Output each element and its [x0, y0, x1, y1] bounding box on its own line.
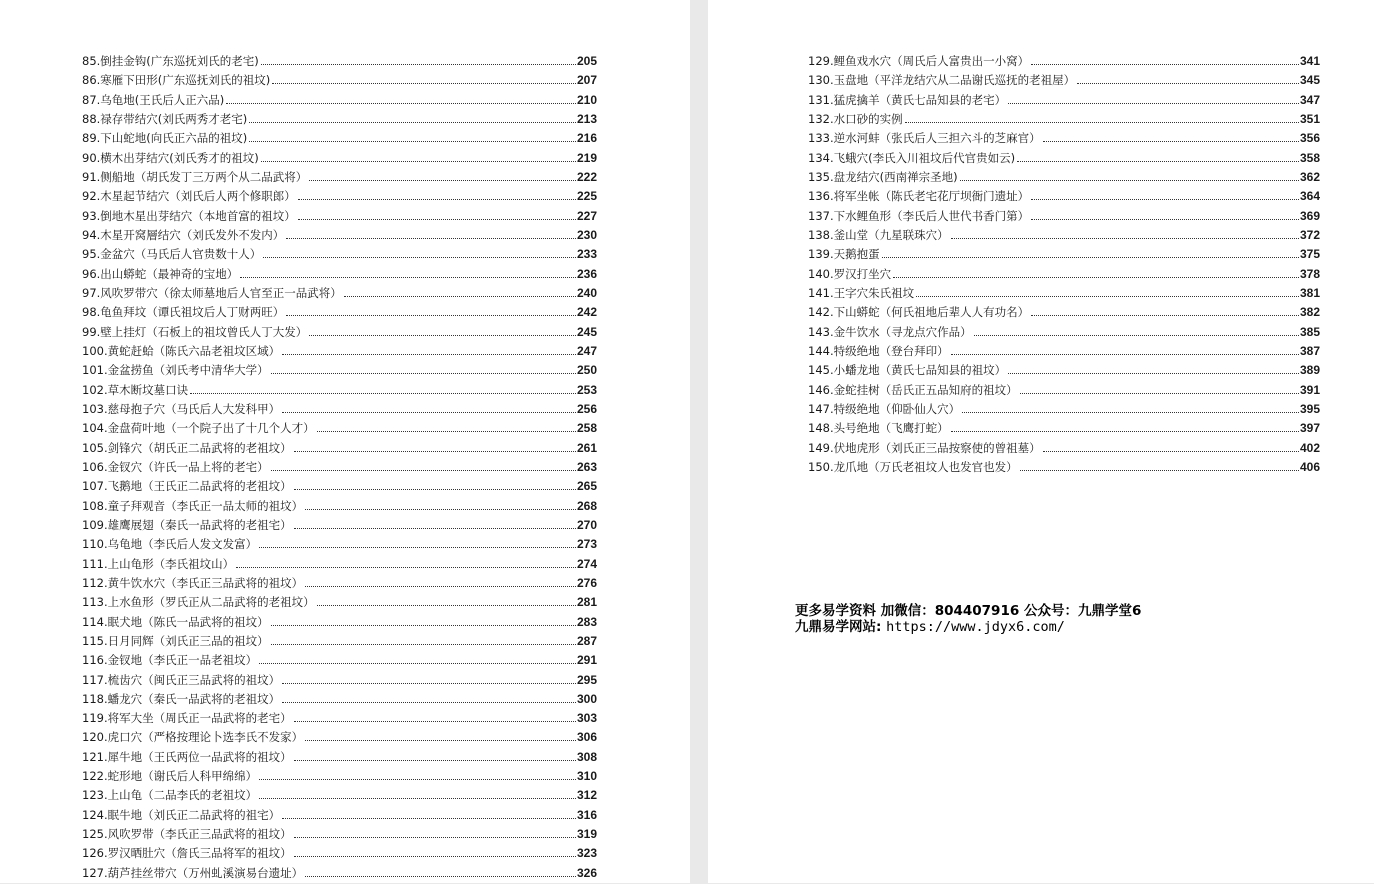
toc-entry-title: 148.头号绝地（飞鹰打蛇） [808, 421, 949, 436]
toc-entry[interactable] [82, 498, 597, 517]
dot-leader [294, 721, 576, 722]
toc-entry-title: 105.剑锋穴（胡氏正二品武将的老祖坟） [82, 440, 292, 455]
toc-entry-title: 122.蛇形地（谢氏后人科甲绵绵） [82, 769, 258, 784]
toc-entry-title: 90.横木出芽结穴(刘氏秀才的祖坟) [82, 150, 259, 165]
toc-entry-page: 310 [576, 769, 597, 784]
toc-entry-title: 145.小蟠龙地（黄氏七品知县的祖坟） [808, 363, 1007, 378]
toc-entry-page: 316 [576, 807, 597, 822]
toc-entry-page: 233 [576, 247, 597, 262]
toc-entry-page: 273 [576, 537, 597, 552]
dot-leader [974, 335, 1299, 336]
toc-entry-title: 108.童子拜观音（李氏正一品太师的祖坟） [82, 498, 304, 513]
toc-entry-title: 125.风吹罗带（李氏正三品武将的祖坟） [82, 827, 292, 842]
toc-entry-page: 303 [576, 711, 597, 726]
toc-entry-page: 326 [576, 865, 597, 880]
dot-leader [298, 199, 576, 200]
dot-leader [271, 373, 576, 374]
dot-leader [1043, 451, 1299, 452]
toc-entry-title: 134.飞蛾穴(李氏入川祖坟后代官贵如云) [808, 150, 1016, 165]
toc-entry-title: 144.特级绝地（登台拜印） [808, 343, 949, 358]
toc-entry[interactable] [808, 459, 1320, 478]
toc-entry-page: 219 [576, 150, 597, 165]
toc-entry[interactable] [82, 169, 597, 188]
toc-entry-title: 132.水口砂的实例 [808, 111, 903, 126]
toc-entry[interactable] [808, 53, 1320, 72]
dot-leader [305, 740, 576, 741]
dot-leader [249, 122, 576, 123]
toc-entry-title: 116.金钗地（李氏正一品老祖坟） [82, 653, 258, 668]
dot-leader [1031, 199, 1299, 200]
toc-entry-page: 341 [1299, 54, 1320, 68]
toc-entry-title: 127.葫芦挂丝带穴（万州虬溪演易台遗址） [82, 865, 304, 880]
toc-entry-title: 138.釜山堂（九星联珠穴） [808, 227, 949, 242]
toc-entry[interactable] [82, 710, 597, 729]
toc-entry-page: 381 [1299, 285, 1320, 300]
toc-entry-page: 295 [576, 672, 597, 687]
dot-leader [1008, 103, 1299, 104]
toc-entry-page: 312 [576, 788, 597, 803]
dot-leader [298, 219, 576, 220]
dot-leader [294, 451, 576, 452]
toc-entry[interactable] [82, 517, 597, 536]
dot-leader [294, 489, 576, 490]
dot-leader [305, 586, 576, 587]
toc-entry-title: 100.黄蛇赶蛤（陈氏六品老祖坟区域） [82, 343, 281, 358]
toc-entry-title: 99.壁上挂灯（石板上的祖坟曾氏人丁大发） [82, 324, 308, 339]
toc-entry[interactable] [82, 826, 597, 845]
dot-leader [294, 528, 576, 529]
toc-entry-page: 406 [1299, 459, 1320, 474]
dot-leader [226, 103, 576, 104]
toc-entry-title: 91.侧船地（胡氏发丁三万两个从二品武将） [82, 169, 308, 184]
dot-leader [286, 315, 576, 316]
toc-entry[interactable] [82, 575, 597, 594]
toc-entry-title: 93.倒地木星出芽结穴（本地首富的祖坟） [82, 208, 296, 223]
toc-entry-page: 270 [576, 517, 597, 532]
dot-leader [282, 818, 576, 819]
toc-entry-title: 120.虎口穴（严格按理论卜选李氏不发家） [82, 730, 304, 745]
dot-leader [305, 509, 576, 510]
dot-leader [282, 412, 576, 413]
dot-leader [1077, 83, 1299, 84]
dot-leader [1031, 315, 1299, 316]
toc-entry-page: 205 [576, 54, 597, 68]
toc-entry-title: 121.犀牛地（王氏两位一品武将的祖坟） [82, 749, 292, 764]
toc-entry[interactable] [82, 382, 597, 401]
dot-leader [294, 760, 576, 761]
toc-entry-page: 385 [1299, 324, 1320, 339]
dot-leader [259, 779, 576, 780]
table-of-contents-left [82, 53, 597, 884]
toc-entry-page: 287 [576, 633, 597, 648]
toc-entry-title: 149.伏地虎形（刘氏正三品按察使的曾祖墓） [808, 440, 1041, 455]
toc-entry[interactable] [82, 208, 597, 227]
toc-entry-page: 402 [1299, 440, 1320, 455]
toc-entry-title: 112.黄牛饮水穴（李氏正三品武将的祖坟） [82, 575, 304, 590]
dot-leader [309, 335, 576, 336]
toc-entry-page: 253 [576, 382, 597, 397]
toc-entry[interactable] [82, 787, 597, 806]
footer-website-label: 九鼎易学网站: [795, 619, 887, 635]
toc-entry-title: 102.草木断坟墓口诀 [82, 382, 189, 397]
footer-note [795, 603, 1141, 635]
toc-entry[interactable] [82, 536, 597, 555]
toc-entry-page: 362 [1299, 169, 1320, 184]
toc-entry-page: 397 [1299, 421, 1320, 436]
pdf-page-right [708, 0, 1374, 883]
toc-entry-title: 139.天鹅抱蛋 [808, 247, 880, 262]
dot-leader [259, 547, 576, 548]
toc-entry[interactable] [82, 749, 597, 768]
toc-entry-title: 115.日月同辉（刘氏正三品的祖坟） [82, 633, 269, 648]
toc-entry-page: 319 [576, 827, 597, 842]
dot-leader [1043, 141, 1299, 142]
toc-entry-title: 129.鲤鱼戏水穴（周氏后人富贵出一小窝） [808, 54, 1030, 68]
toc-entry[interactable] [808, 208, 1320, 227]
toc-entry-title: 89.下山蛇地(向氏正六品的祖坟) [82, 131, 248, 146]
toc-entry[interactable] [82, 266, 597, 285]
toc-entry[interactable] [82, 285, 597, 304]
toc-entry-page: 283 [576, 614, 597, 629]
toc-entry[interactable] [808, 440, 1320, 459]
toc-entry[interactable] [808, 324, 1320, 343]
toc-entry[interactable] [82, 343, 597, 362]
footer-website [795, 619, 1141, 635]
footer-contact: 更多易学资料 加微信：804407916 公众号：九鼎学堂6 [795, 603, 1142, 619]
toc-entry[interactable] [82, 72, 597, 91]
dot-leader [317, 605, 576, 606]
toc-entry-title: 123.上山龟（二品李氏的老祖坟） [82, 788, 258, 803]
toc-entry[interactable] [808, 169, 1320, 188]
toc-entry-title: 94.木星开窝層结穴（刘氏发外不发内） [82, 227, 285, 242]
toc-entry-page: 210 [576, 92, 597, 107]
toc-entry[interactable] [808, 420, 1320, 439]
dot-leader [294, 837, 576, 838]
toc-entry[interactable] [808, 150, 1320, 169]
dot-leader [261, 161, 576, 162]
toc-entry-title: 101.金盆捞鱼（刘氏考中清华大学） [82, 363, 269, 378]
toc-entry-page: 216 [576, 131, 597, 146]
toc-entry-title: 88.禄存带结穴(刘氏两秀才老宅) [82, 111, 248, 126]
toc-entry-page: 230 [576, 227, 597, 242]
toc-entry-title: 109.雄鹰展翅（秦氏一品武将的老祖宅） [82, 517, 292, 532]
toc-entry-page: 263 [576, 459, 597, 474]
toc-entry-page: 258 [576, 421, 597, 436]
toc-entry-page: 378 [1299, 266, 1320, 281]
toc-entry-page: 300 [576, 691, 597, 706]
toc-entry[interactable] [82, 362, 597, 381]
toc-entry-title: 114.眠犬地（陈氏一品武将的祖坟） [82, 614, 269, 629]
toc-entry[interactable] [82, 150, 597, 169]
toc-entry-title: 143.金牛饮水（寻龙点穴作品） [808, 324, 972, 339]
toc-entry[interactable] [82, 478, 597, 497]
toc-entry[interactable] [82, 652, 597, 671]
toc-entry[interactable] [808, 362, 1320, 381]
toc-entry-page: 276 [576, 575, 597, 590]
toc-entry-page: 225 [576, 189, 597, 204]
toc-entry[interactable] [82, 246, 597, 265]
dot-leader [263, 257, 576, 258]
dot-leader [309, 180, 576, 181]
toc-entry-title: 130.玉盘地（平洋龙结穴从二品谢氏巡抚的老祖屋） [808, 73, 1076, 88]
toc-entry[interactable] [82, 401, 597, 420]
toc-entry-page: 250 [576, 363, 597, 378]
toc-entry[interactable] [808, 227, 1320, 246]
dot-leader [236, 567, 576, 568]
toc-entry-page: 351 [1299, 111, 1320, 126]
toc-entry[interactable] [82, 53, 597, 72]
toc-entry-title: 136.将军坐帐（陈氏老宅花厅坝衙门遗址） [808, 189, 1030, 204]
toc-entry-title: 140.罗汉打坐穴 [808, 266, 892, 281]
toc-entry-page: 358 [1299, 150, 1320, 165]
toc-entry[interactable] [82, 324, 597, 343]
table-of-contents-right [808, 53, 1320, 478]
toc-entry-page: 372 [1299, 227, 1320, 242]
toc-entry-page: 261 [576, 440, 597, 455]
toc-entry-page: 240 [576, 285, 597, 300]
dot-leader [282, 354, 576, 355]
dot-leader [190, 393, 576, 394]
dot-leader [1008, 373, 1299, 374]
toc-entry[interactable] [808, 266, 1320, 285]
toc-entry-page: 281 [576, 595, 597, 610]
toc-entry-page: 222 [576, 169, 597, 184]
toc-entry[interactable] [82, 459, 597, 478]
dot-leader [1031, 219, 1299, 220]
dot-leader [282, 683, 576, 684]
toc-entry-page: 369 [1299, 208, 1320, 223]
toc-entry-page: 395 [1299, 401, 1320, 416]
dot-leader [282, 702, 576, 703]
toc-entry-title: 106.金钗穴（许氏一品上将的老宅） [82, 459, 269, 474]
toc-entry-page: 274 [576, 556, 597, 571]
dot-leader [344, 296, 576, 297]
toc-entry-title: 133.逆水河蚌（张氏后人三担六斗的芝麻官） [808, 131, 1041, 146]
toc-entry-page: 247 [576, 343, 597, 358]
dot-leader [286, 238, 576, 239]
toc-entry-title: 111.上山龟形（李氏祖坟山） [82, 556, 235, 571]
toc-entry-page: 345 [1299, 73, 1320, 88]
toc-entry[interactable] [808, 304, 1320, 323]
toc-entry-page: 356 [1299, 131, 1320, 146]
toc-entry-page: 242 [576, 305, 597, 320]
dot-leader [1031, 64, 1299, 65]
dot-leader [1020, 470, 1299, 471]
toc-entry-page: 308 [576, 749, 597, 764]
dot-leader [960, 180, 1299, 181]
dot-leader [1020, 393, 1299, 394]
dot-leader [962, 412, 1299, 413]
toc-entry[interactable] [808, 92, 1320, 111]
toc-entry-title: 135.盘龙结穴(西南禅宗圣地) [808, 169, 958, 184]
toc-entry-title: 87.乌龟地(王氏后人正六品) [82, 92, 225, 107]
toc-entry[interactable] [82, 420, 597, 439]
toc-entry-page: 306 [576, 730, 597, 745]
toc-entry[interactable] [808, 382, 1320, 401]
toc-entry-title: 150.龙爪地（万氏老祖坟人也发官也发） [808, 459, 1018, 474]
toc-entry-title: 103.慈母抱子穴（马氏后人大发科甲） [82, 401, 281, 416]
dot-leader [905, 122, 1299, 123]
toc-entry-page: 227 [576, 208, 597, 223]
toc-entry-page: 245 [576, 324, 597, 339]
dot-leader [261, 64, 576, 65]
toc-entry-page: 347 [1299, 92, 1320, 107]
toc-entry[interactable] [808, 343, 1320, 362]
dot-leader [271, 470, 576, 471]
toc-entry[interactable] [82, 92, 597, 111]
toc-entry[interactable] [82, 865, 597, 884]
dot-leader [259, 663, 576, 664]
toc-entry[interactable] [82, 845, 597, 864]
toc-entry[interactable] [82, 807, 597, 826]
toc-entry[interactable] [82, 729, 597, 748]
toc-entry-title: 104.金盘荷叶地（一个院子出了十几个人才） [82, 421, 315, 436]
toc-entry-title: 95.金盆穴（马氏后人官贵数十人） [82, 247, 262, 262]
toc-entry-title: 126.罗汉晒肚穴（詹氏三品将军的祖坟） [82, 846, 292, 861]
toc-entry-title: 119.将军大坐（周氏正一品武将的老宅） [82, 711, 292, 726]
toc-entry-title: 92.木星起节结穴（刘氏后人两个修职郎） [82, 189, 296, 204]
toc-entry[interactable] [82, 768, 597, 787]
toc-entry[interactable] [808, 188, 1320, 207]
dot-leader [317, 431, 576, 432]
toc-entry-page: 375 [1299, 247, 1320, 262]
toc-entry-title: 142.下山蟒蛇（何氏祖地后辈人人有功名） [808, 305, 1030, 320]
toc-entry-page: 364 [1299, 189, 1320, 204]
toc-entry-page: 265 [576, 479, 597, 494]
toc-entry-title: 113.上水鱼形（罗氏正从二品武将的老祖坟） [82, 595, 315, 610]
toc-entry-title: 107.飞鹅地（王氏正二品武将的老祖坟） [82, 479, 292, 494]
toc-entry-title: 86.寒雁下田形(广东巡抚刘氏的祖坟) [82, 73, 271, 88]
toc-entry-title: 117.梳齿穴（闽氏正三品武将的祖坟） [82, 672, 281, 687]
toc-entry[interactable] [82, 304, 597, 323]
dot-leader [1017, 161, 1299, 162]
dot-leader [271, 625, 576, 626]
toc-entry[interactable] [82, 614, 597, 633]
dot-leader [294, 856, 576, 857]
toc-entry[interactable] [82, 556, 597, 575]
toc-entry[interactable] [82, 594, 597, 613]
dot-leader [893, 277, 1299, 278]
toc-entry[interactable] [82, 130, 597, 149]
toc-entry-title: 96.出山蟒蛇（最神奇的宝地） [82, 266, 239, 281]
dot-leader [882, 257, 1299, 258]
toc-entry[interactable] [808, 111, 1320, 130]
toc-entry-page: 236 [576, 266, 597, 281]
toc-entry[interactable] [808, 130, 1320, 149]
toc-entry-title: 124.眠牛地（刘氏正二品武将的祖宅） [82, 807, 281, 822]
toc-entry[interactable] [808, 285, 1320, 304]
toc-entry-title: 85.倒挂金钩(广东巡抚刘氏的老宅) [82, 54, 259, 68]
toc-entry-title: 146.金蛇挂树（岳氏正五品知府的祖坟） [808, 382, 1018, 397]
toc-entry-title: 110.乌龟地（李氏后人发文发富） [82, 537, 258, 552]
toc-entry-page: 391 [1299, 382, 1320, 397]
toc-entry-title: 137.下水鲤鱼形（李氏后人世代书香门第） [808, 208, 1030, 223]
toc-entry-title: 141.王字穴朱氏祖坟 [808, 285, 915, 300]
toc-entry[interactable] [82, 440, 597, 459]
toc-entry[interactable] [82, 672, 597, 691]
dot-leader [259, 798, 576, 799]
toc-entry-title: 118.蟠龙穴（秦氏一品武将的老祖坟） [82, 691, 281, 706]
toc-entry-page: 387 [1299, 343, 1320, 358]
dot-leader [951, 238, 1299, 239]
toc-entry-title: 98.龟鱼拜坟（谭氏祖坟后人丁财两旺） [82, 305, 285, 320]
toc-entry-page: 389 [1299, 363, 1320, 378]
toc-entry[interactable] [808, 72, 1320, 91]
dot-leader [272, 83, 576, 84]
toc-entry-title: 131.猛虎擒羊（黄氏七品知县的老宅） [808, 92, 1007, 107]
dot-leader [240, 277, 576, 278]
dot-leader [249, 141, 576, 142]
footer-website-url[interactable]: https://www.jdyx6.com/ [886, 619, 1065, 635]
toc-entry[interactable] [82, 691, 597, 710]
toc-entry-title: 147.特级绝地（仰卧仙人穴） [808, 401, 961, 416]
toc-entry-page: 382 [1299, 305, 1320, 320]
toc-entry[interactable] [82, 111, 597, 130]
toc-entry-page: 268 [576, 498, 597, 513]
toc-entry-page: 291 [576, 653, 597, 668]
toc-entry-page: 213 [576, 111, 597, 126]
toc-entry[interactable] [82, 227, 597, 246]
dot-leader [951, 354, 1299, 355]
toc-entry[interactable] [82, 188, 597, 207]
toc-entry-page: 323 [576, 846, 597, 861]
toc-entry-page: 207 [576, 73, 597, 88]
toc-entry[interactable] [808, 401, 1320, 420]
toc-entry[interactable] [808, 246, 1320, 265]
dot-leader [916, 296, 1299, 297]
toc-entry-page: 256 [576, 401, 597, 416]
toc-entry[interactable] [82, 633, 597, 652]
dot-leader [951, 431, 1299, 432]
dot-leader [305, 876, 576, 877]
toc-entry-title: 97.风吹罗带穴（徐太师墓地后人官至正一品武将） [82, 285, 342, 300]
dot-leader [271, 644, 576, 645]
